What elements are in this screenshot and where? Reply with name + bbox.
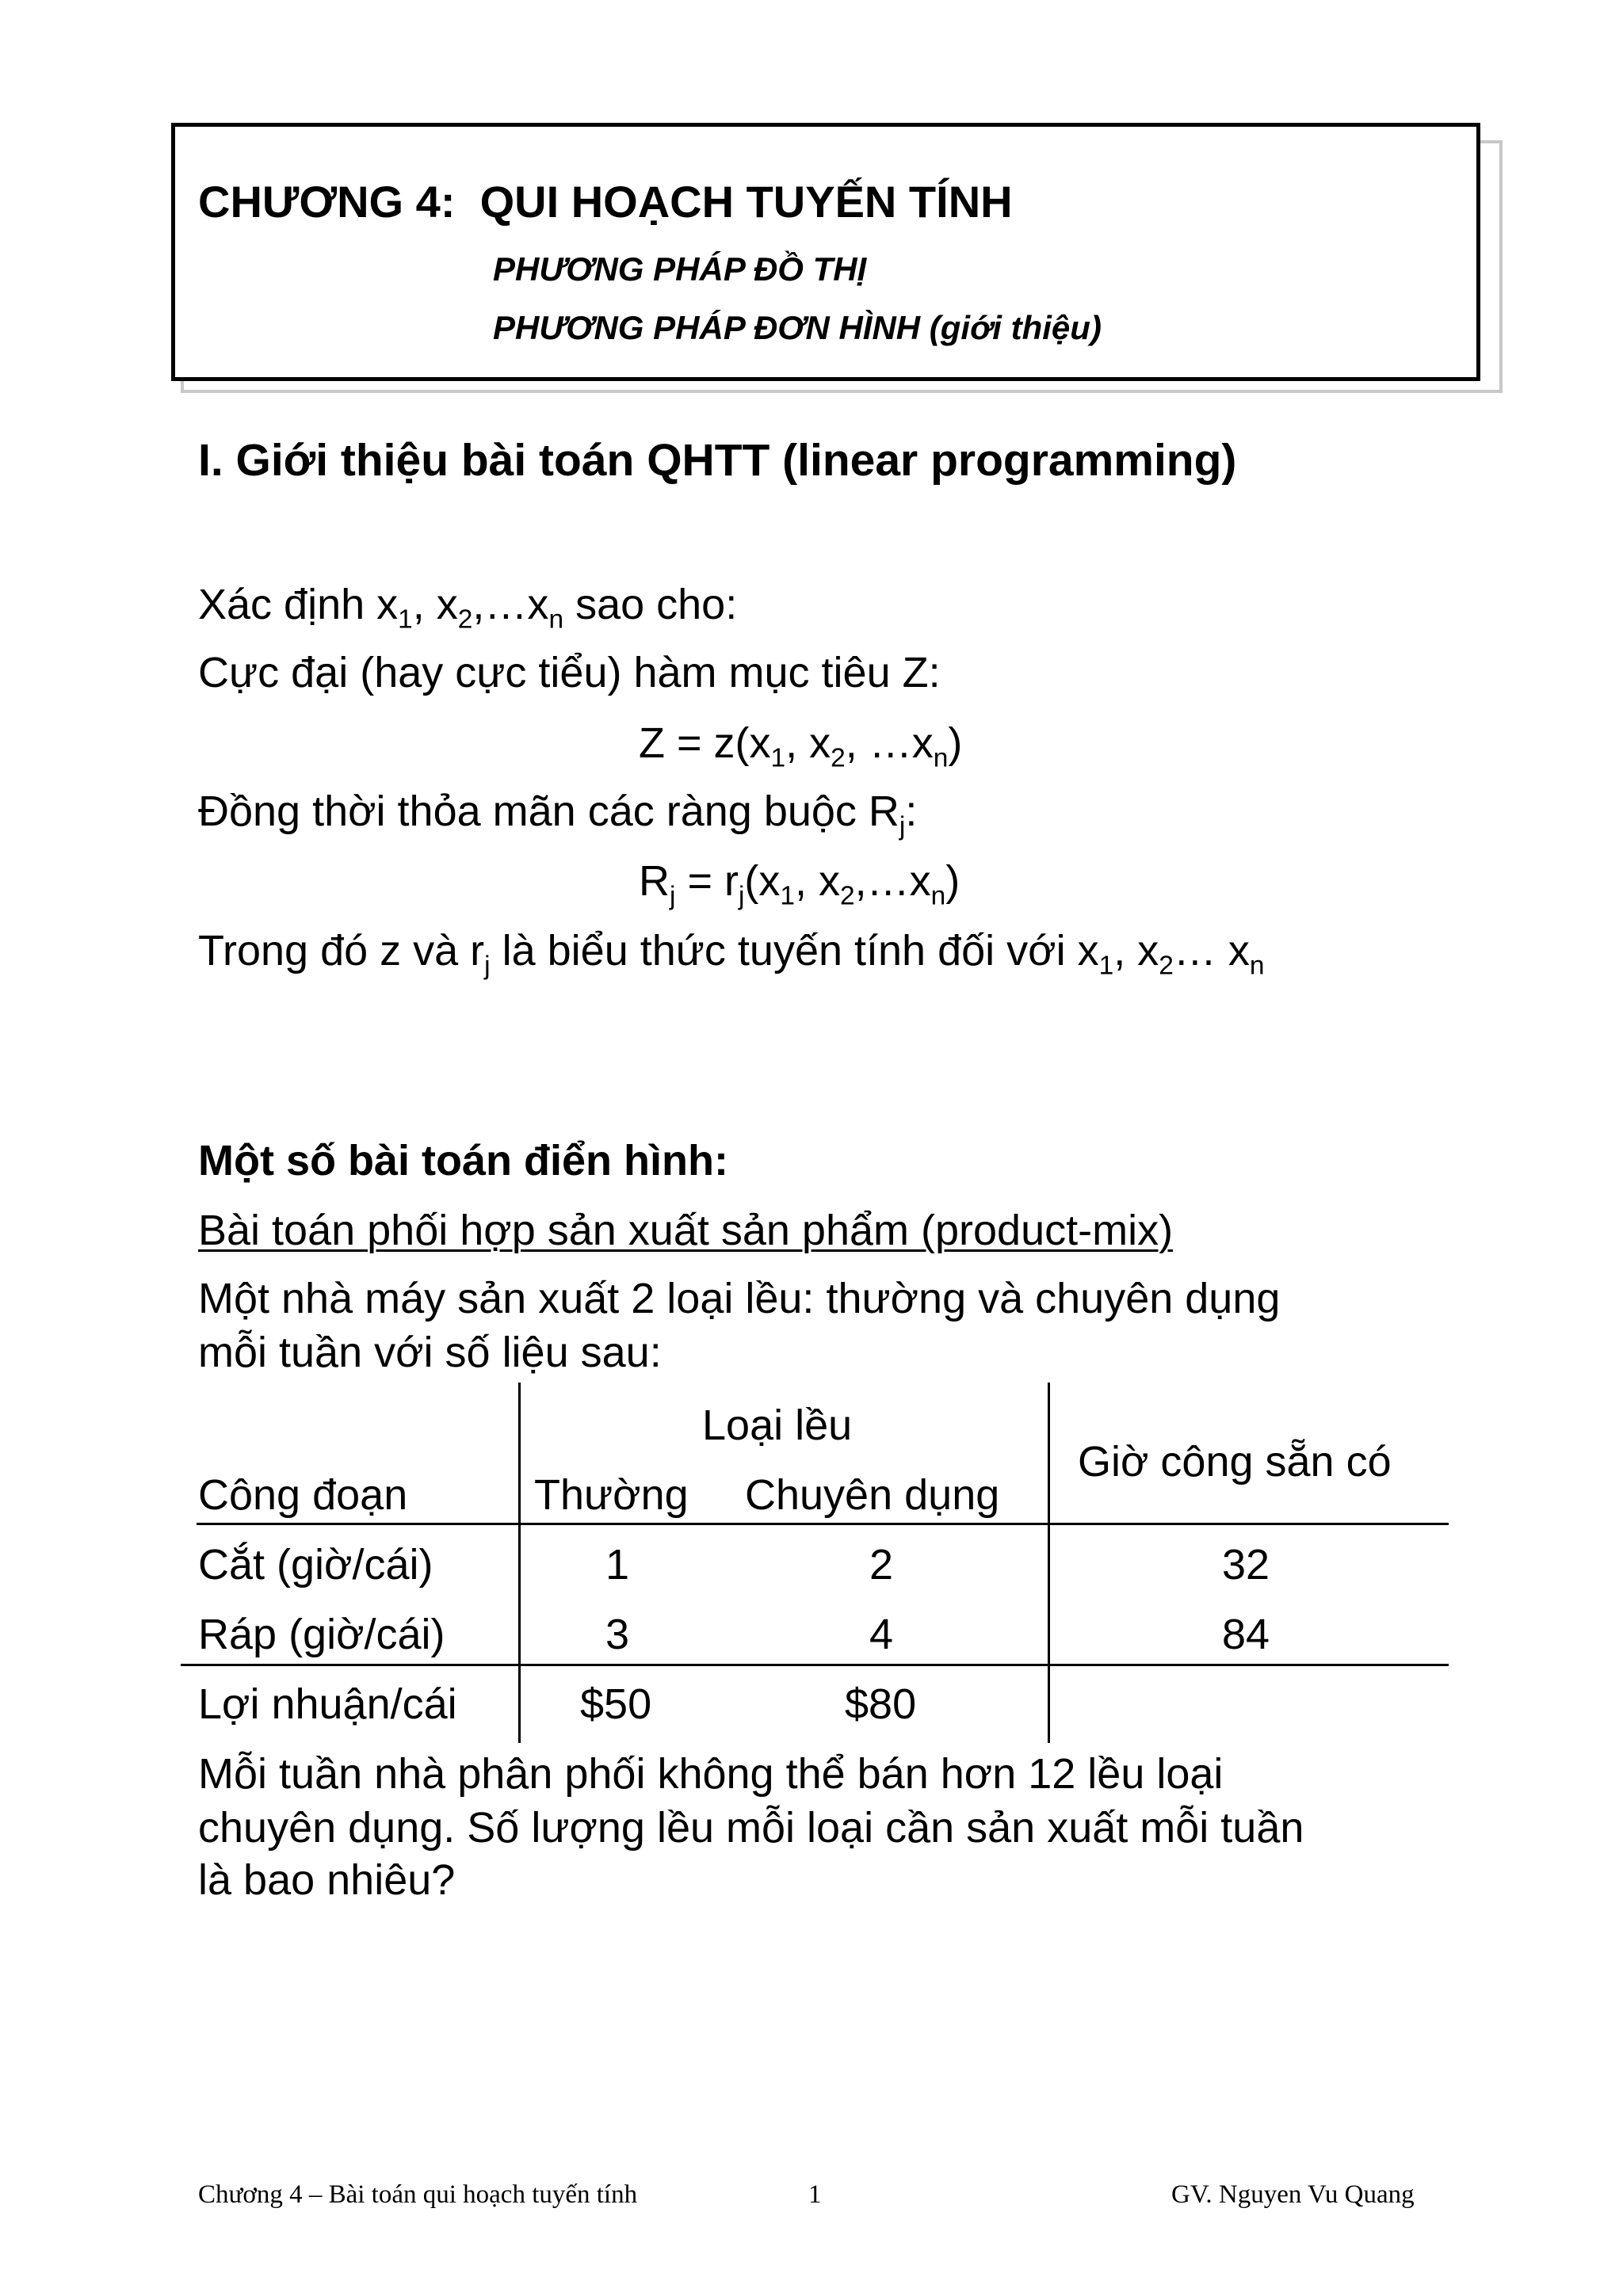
formula-objective: $Z = z(x_1$, $x_2$, $\dots x_n$) <box>639 719 963 773</box>
table-vline-1 <box>518 1383 521 1743</box>
row-profit-stage: Lợi nhuận/cái <box>198 1680 457 1728</box>
header-normal: Thường <box>534 1471 689 1519</box>
row-assemble-stage: Ráp (giờ/cái) <box>198 1611 445 1658</box>
header-available-hours: Giờ công sẵn có <box>1078 1438 1392 1486</box>
row-profit-normal: $50 <box>580 1680 652 1728</box>
footer-author: GV. Nguyen Vu Quang <box>1171 2180 1415 2209</box>
line-constraints: Đồng thời thỏa mãn các ràng buộc $R_j$: <box>198 788 918 841</box>
intro-line-2: mỗi tuần với số liệu sau: <box>198 1329 662 1376</box>
row-cut-hours: 32 <box>1222 1541 1270 1589</box>
line-linear-note: Trong đó z và $r_j$ là biểu thức tuyến tính đối với $x_1$, $x_2\dots$ $x_n$ <box>198 927 1265 981</box>
formula-constraint: $R_j = r_j(x_1$, $x_2,\dots x_n$) <box>639 857 960 911</box>
product-mix-subheading: Bài toán phối hợp sản xuất sản phẩm (product-mix) <box>198 1207 1174 1254</box>
line-objective: Cực đại (hay cực tiểu) hàm mục tiêu Z: <box>198 649 941 696</box>
line-determine: Xác định $x_1$, $x_2,\dots x_n$ sao cho: <box>198 581 738 635</box>
row-cut-special: 2 <box>869 1541 894 1589</box>
row-assemble-hours: 84 <box>1222 1611 1270 1658</box>
outro-line-1: Mỗi tuần nhà phân phối không thể bán hơn 12 lều loại <box>198 1750 1224 1798</box>
section-heading: I. Giới thiệu bài toán QHTT (linear programming) <box>198 435 1237 486</box>
table-header-rule <box>197 1523 1449 1525</box>
row-cut-normal: 1 <box>605 1541 630 1589</box>
footer-chapter: Chương 4 – Bài toán qui hoạch tuyến tính <box>198 2180 638 2209</box>
outro-line-2: chuyên dụng. Số lượng lều mỗi loại cần sản xuất mỗi tuần <box>198 1804 1304 1852</box>
typical-problems-heading: Một số bài toán điển hình: <box>198 1137 728 1184</box>
intro-line-1: Một nhà máy sản xuất 2 loại lều: thường và chuyên dụng <box>198 1275 1281 1322</box>
subtitle-graphical-method: PHƯƠNG PHÁP ĐỒ THỊ <box>493 250 867 288</box>
header-tent-type: Loại lều <box>702 1402 853 1449</box>
footer-page-number: 1 <box>808 2180 822 2209</box>
row-cut-stage: Cắt (giờ/cái) <box>198 1541 433 1589</box>
row-assemble-special: 4 <box>869 1611 894 1658</box>
row-assemble-normal: 3 <box>605 1611 630 1658</box>
outro-line-3: là bao nhiêu? <box>198 1856 456 1904</box>
header-stage: Công đoạn <box>198 1471 408 1519</box>
chapter-title: CHƯƠNG 4: QUI HOẠCH TUYẾN TÍNH <box>198 177 1013 227</box>
subtitle-simplex-method: PHƯƠNG PHÁP ĐƠN HÌNH (giới thiệu) <box>493 309 1102 346</box>
row-profit-special: $80 <box>845 1680 917 1728</box>
table-vline-2 <box>1048 1383 1050 1743</box>
header-special: Chuyên dụng <box>745 1471 1000 1519</box>
table-profit-rule <box>181 1664 1449 1666</box>
